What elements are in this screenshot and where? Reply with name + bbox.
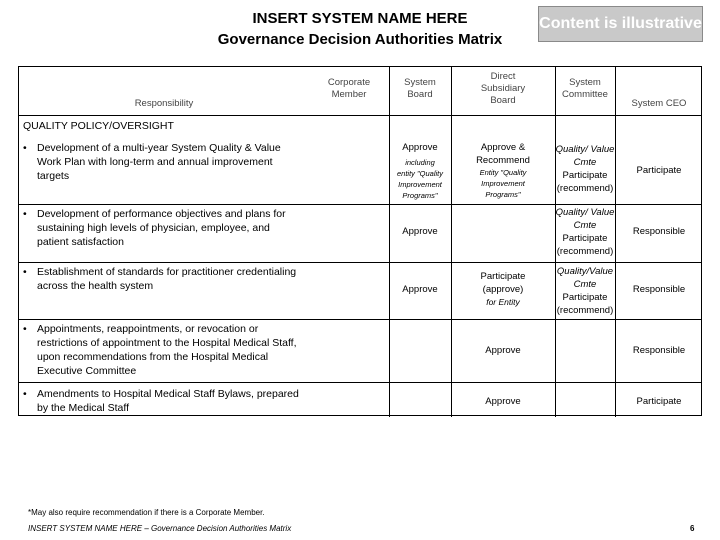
col-header-dsb-line2: Subsidiary [480, 82, 526, 94]
table-row [23, 141, 303, 183]
col-header-dsb-line1: Direct [490, 70, 516, 82]
row5-system-ceo-cell [615, 395, 703, 408]
bullet-icon: • [23, 266, 27, 278]
system-name-title: INSERT SYSTEM NAME HERE [252, 10, 468, 27]
cell-main: Approve & [480, 142, 526, 153]
row3-direct-subsidiary-cell [451, 270, 555, 309]
row4-direct-subsidiary-cell [451, 344, 555, 357]
cell-line: Quality/ Value [555, 144, 615, 155]
col-header-responsibility-label: Responsibility [134, 98, 194, 109]
row1-system-ceo-cell [615, 164, 703, 177]
cell-line: for Entity [486, 297, 520, 307]
cell-main: Responsible [632, 284, 686, 295]
cell-main: Approve [402, 284, 438, 295]
row2-system-board-cell [389, 225, 451, 238]
cell-main: Responsible [632, 226, 686, 237]
row-responsibility-text: Development of performance objectives and plans for sustaining high levels of physician, employee, and patient satisfaction [37, 208, 286, 248]
col-header-system-board-line2: Board [407, 88, 433, 100]
bullet-icon: • [23, 208, 27, 220]
page-number: 6 [690, 524, 695, 533]
divider [451, 67, 452, 417]
cell-note: Programs" [485, 190, 521, 199]
cell-main: Approve [485, 396, 521, 407]
col-header-system-board-line1: System [404, 76, 436, 88]
row4-system-ceo-cell [615, 344, 703, 357]
footer-text: INSERT SYSTEM NAME HERE – Governance Decision Authorities Matrix [28, 524, 292, 533]
row2-system-committee-cell [555, 206, 615, 258]
cell-note: Improvement [481, 179, 525, 188]
matrix-subtitle: Governance Decision Authorities Matrix [217, 31, 503, 48]
cell-line: Cmte [573, 220, 597, 231]
divider [19, 204, 701, 205]
page-title [150, 8, 570, 50]
footnote: *May also require recommendation if there is a Corporate Member. [28, 508, 265, 517]
row3-system-board-cell [389, 283, 451, 296]
divider [389, 67, 390, 417]
decision-matrix-table [18, 66, 702, 416]
cell-main: Approve [485, 345, 521, 356]
col-header-system-committee-line1: System [569, 76, 601, 88]
cell-line: Cmte [573, 157, 597, 168]
col-header-dsb-line3: Board [490, 94, 516, 106]
cell-note: including [405, 158, 435, 167]
cell-main: Approve [402, 142, 438, 153]
row-responsibility-text: Establishment of standards for practitioner credentialing across the health system [37, 266, 297, 292]
cell-main: Approve [402, 226, 438, 237]
col-header-direct-subsidiary-board [451, 67, 555, 115]
illustrative-badge: Content is illustrative [538, 6, 703, 42]
bullet-icon: • [23, 142, 27, 154]
cell-line: (recommend) [556, 183, 614, 194]
row-responsibility-text: Appointments, reappointments, or revocation or restrictions of appointment to the Hospital Medical Staff, upon recommendations from the Hospital Medical Executive Committee [37, 323, 297, 377]
divider [19, 115, 701, 116]
row-responsibility-text: Development of a multi-year System Quality & Value Work Plan with long-term and annual improvement targets [37, 142, 281, 182]
bullet-icon: • [23, 323, 27, 335]
col-header-corporate-member [309, 67, 389, 115]
row1-direct-subsidiary-cell [451, 141, 555, 200]
row1-system-committee-cell [555, 143, 615, 195]
section-label-quality: QUALITY POLICY/OVERSIGHT [23, 120, 174, 132]
cell-line: (recommend) [556, 305, 614, 316]
col-header-system-ceo [615, 67, 703, 115]
row1-system-board-cell [389, 141, 451, 201]
cell-note: entity "Quality [396, 169, 443, 178]
col-header-corporate-member-line2: Member [331, 88, 367, 100]
divider [19, 319, 701, 320]
col-header-system-ceo-label: System CEO [631, 98, 687, 109]
cell-line: (approve) [482, 284, 524, 295]
table-row [23, 207, 303, 249]
row2-system-ceo-cell [615, 225, 703, 238]
cell-note: Improvement [398, 180, 442, 189]
cell-line: Quality/ Value [555, 207, 615, 218]
col-header-responsibility [19, 67, 309, 115]
cell-main: Recommend [476, 155, 530, 166]
divider [615, 67, 616, 417]
cell-line: Participate [562, 170, 608, 181]
row-responsibility-text: Amendments to Hospital Medical Staff Bylaws, prepared by the Medical Staff [37, 388, 299, 414]
bullet-icon: • [23, 388, 27, 400]
table-row [23, 265, 303, 293]
cell-line: (recommend) [556, 246, 614, 257]
cell-line: Cmte [573, 279, 597, 290]
row3-system-committee-cell [555, 265, 615, 317]
cell-main: Participate [636, 396, 682, 407]
table-row [23, 322, 303, 378]
cell-line: Participate [562, 292, 608, 303]
col-header-system-board [389, 67, 451, 115]
divider [19, 382, 701, 383]
cell-line: Participate [562, 233, 608, 244]
cell-note: Programs" [402, 191, 438, 200]
row3-system-ceo-cell [615, 283, 703, 296]
col-header-system-committee [555, 67, 615, 115]
table-row [23, 387, 303, 415]
cell-line: Participate [480, 271, 526, 282]
row5-direct-subsidiary-cell [451, 395, 555, 408]
cell-main: Participate [636, 165, 682, 176]
cell-note: Entity "Quality [479, 168, 527, 177]
col-header-corporate-member-line1: Corporate [327, 76, 371, 88]
cell-main: Responsible [632, 345, 686, 356]
col-header-system-committee-line2: Committee [562, 88, 608, 100]
cell-line: Quality/Value [556, 266, 614, 277]
divider [19, 262, 701, 263]
